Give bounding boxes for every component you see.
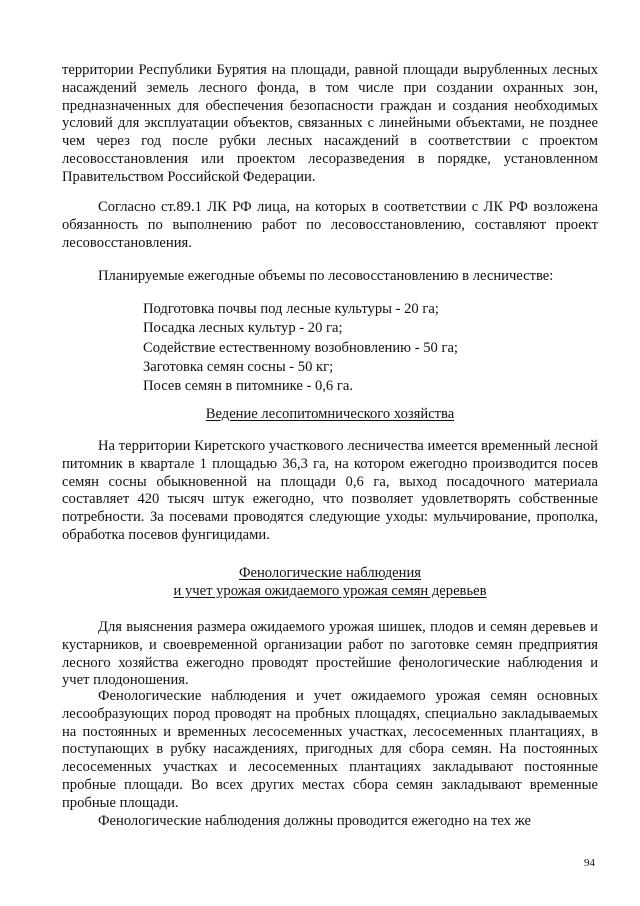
- list-item: Посев семян в питомнике - 0,6 га.: [143, 378, 353, 395]
- list-item: Подготовка почвы под лесные культуры - 20 га;: [143, 301, 439, 317]
- heading-phenology-line2: и учет урожая ожидаемого урожая семян деревьев: [173, 583, 487, 599]
- heading-nursery-text: Ведение лесопитомнического хозяйства: [205, 406, 455, 422]
- heading-nursery: [62, 405, 598, 423]
- list-item: Посадка лесных культур - 20 га;: [143, 320, 343, 337]
- paragraph-nursery: На территории Киретского участкового лесничества имеется временный лесной питомник в квартале 1 площадью 36,3 га, на котором ежегодно производится посев семян сосны обыкновенной на площади 0,6 га, выход посадочного материала составляет 420 тысяч штук ежегодно, что позволяет удовлетворять собственные потребности. За посевами проводятся следующие уходы: мульчирование, прополка, обработка посевов фунгицидами.: [62, 438, 598, 543]
- paragraph-sample-plots: Фенологические наблюдения и учет ожидаемого урожая семян основных лесообразующих пород проводят на пробных площадях, специально закладываемых на постоянных и временных лесосеменных участках, лесосеменных плантациях, в поступающих в рубку насаждениях, пригодных для сбора семян. На постоянных лесосеменных участках и лесосеменных плантациях закладывают постоянные пробные площади. Во всех других местах сбора семян закладывают временные пробные площади.: [62, 688, 598, 811]
- list-item: Заготовка семян сосны - 50 кг;: [143, 358, 334, 375]
- paragraph-observations: Фенологические наблюдения должны проводится ежегодно на тех же: [98, 813, 531, 829]
- volumes-list: [143, 300, 458, 396]
- paragraph-planned-volumes: Планируемые ежегодные объемы по лесовосстановлению в лесничестве:: [98, 268, 554, 284]
- paragraph-reforestation-terms: территории Республики Бурятия на площади, равной площади вырубленных лесных насаждений земель лесного фонда, в том числе при создании охранных зон, предназначенных для обеспечения безопасности граждан и создания необходимых условий для эксплуатации объектов, связанных с линейными объектами, не позднее чем через год после рубки лесных насаждений в соответствии с проектом лесовосстановления или проектом лесоразведения в порядке, установленном Правительством Российской Федерации.: [62, 62, 598, 185]
- heading-phenology-line1: Фенологические наблюдения: [238, 565, 421, 581]
- paragraph-seed-yield: Для выяснения размера ожидаемого урожая шишек, плодов и семян деревьев и кустарников, и своевременной организации работ по заготовке семян предприятия лесного хозяйства ежегодно проводят простейшие фенологические наблюдения и учет плодоношения.: [62, 619, 598, 689]
- paragraph-reforestation-project: Согласно ст.89.1 ЛК РФ лица, на которых в соответствии с ЛК РФ возложена обязанность по выполнению работ по лесовосстановлению, составляют проект лесовосстановления.: [62, 199, 598, 251]
- page-number: 94: [584, 857, 595, 869]
- list-item: Содействие естественному возобновлению - 50 га;: [143, 339, 458, 356]
- heading-phenology: [62, 564, 598, 600]
